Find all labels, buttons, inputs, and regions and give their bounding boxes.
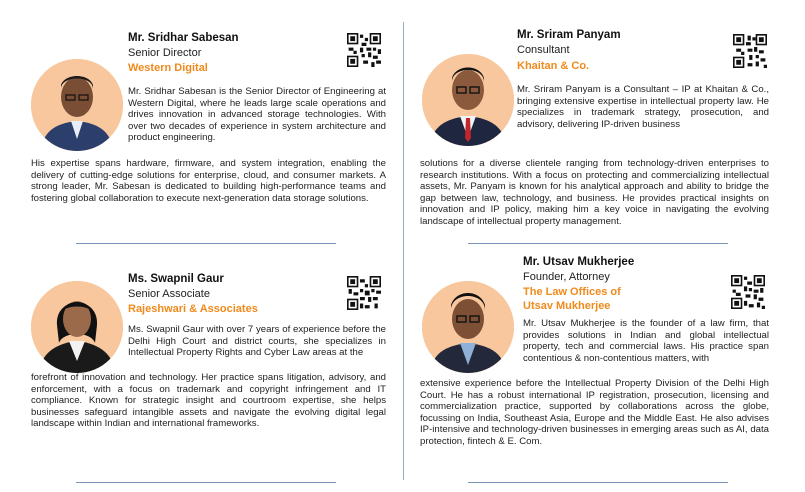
profile-bio: His expertise spans hardware, firmware, and system integration, enabling the delivery of cutting-edge solutions for enterprise, cloud, and consumer markets. A strong leader, Mr. Sabesan is dedicated to building high-performance teams and fostering global collaboration to execute next-generation data storage solutions. (31, 158, 386, 204)
profile-role: Senior Associate (128, 288, 210, 300)
section-divider (76, 243, 336, 244)
qr-code-icon[interactable] (347, 33, 381, 67)
profile-name: Mr. Sriram Panyam (517, 29, 621, 41)
portrait-swapnil-gaur (31, 281, 123, 373)
portrait-sridhar-sabesan (31, 59, 123, 151)
section-divider (468, 243, 728, 244)
profile-name: Mr. Sridhar Sabesan (128, 32, 239, 44)
qr-code-icon[interactable] (731, 275, 765, 309)
portrait-sriram-panyam (422, 54, 514, 146)
profile-name: Mr. Utsav Mukherjee (523, 256, 635, 268)
person-portrait-icon (31, 281, 123, 373)
profile-name: Ms. Swapnil Gaur (128, 273, 224, 285)
person-portrait-icon (422, 54, 514, 146)
profile-bio-side: Mr. Sriram Panyam is a Consultant – IP at Khaitan & Co., bringing extensive expertise in intellectual property law. He specializes in trademark strategy, prosecution, and advisory, delivering IP-driven business (517, 84, 769, 130)
profile-organization-line1: The Law Offices of (523, 286, 621, 298)
profile-bio: solutions for a diverse clientele ranging from technology-driven enterprises to research institutions. With a focus on protecting and commercializing intellectual assets, Mr. Panyam is known for his analytical approach and ability to bridge the gap between law, technology, and business. He provides practical insights on innovation and IP policy, making him a key voice in navigating the evolving landscape of intellectual property management. (420, 158, 769, 227)
profile-role: Senior Director (128, 47, 202, 59)
column-divider (403, 22, 404, 480)
profile-role: Consultant (517, 44, 570, 56)
profile-organization: Rajeshwari & Associates (128, 303, 258, 315)
profile-bio: extensive experience before the Intellectual Property Division of the Delhi High Court. He has a robust international IP registration, prosecution, licensing and commercialization practice, supported by collaborations across the globe, focussing on India, Southeast Asia, Europe and the Middle East. He also advises IP-intensive and technology-driven businesses in emerging areas such as AI, data protection, fintech & E. Com. (420, 378, 769, 447)
profile-organization: Khaitan & Co. (517, 60, 590, 72)
section-divider (468, 482, 728, 483)
portrait-utsav-mukherjee (422, 281, 514, 373)
person-portrait-icon (422, 281, 514, 373)
profile-bio-side: Mr. Sridhar Sabesan is the Senior Director of Engineering at Western Digital, where he leads large scale operations and drives innovation in advanced storage technologies. With over two decades of experience in system architecture and product engineering. (128, 86, 386, 144)
profile-organization: Western Digital (128, 62, 208, 74)
qr-code-icon[interactable] (733, 34, 767, 68)
profile-organization-line2: Utsav Mukherjee (523, 300, 611, 312)
section-divider (76, 482, 336, 483)
profile-role: Founder, Attorney (523, 271, 610, 283)
qr-code-icon[interactable] (347, 276, 381, 310)
person-portrait-icon (31, 59, 123, 151)
profile-bio-side: Mr. Utsav Mukherjee is the founder of a law firm, that provides solutions in Indian and global intellectual property, tech and commercial laws. His practice span contentious & non-contentious matters, with (523, 318, 769, 364)
profile-bio-side: Ms. Swapnil Gaur with over 7 years of experience before the Delhi High Court and district courts, she specializes in Intellectual Property Rights and Cyber Law areas at the (128, 324, 386, 359)
profile-bio: forefront of innovation and technology. Her practice spans litigation, advisory, and enforcement, with a focus on trademark and copyright infringement and IT compliance. Known for strategic insight and courtroom expertise, she helps businesses safeguard intangible assets and navigate the evolving digital legal landscape within Indian and international frameworks. (31, 372, 386, 430)
